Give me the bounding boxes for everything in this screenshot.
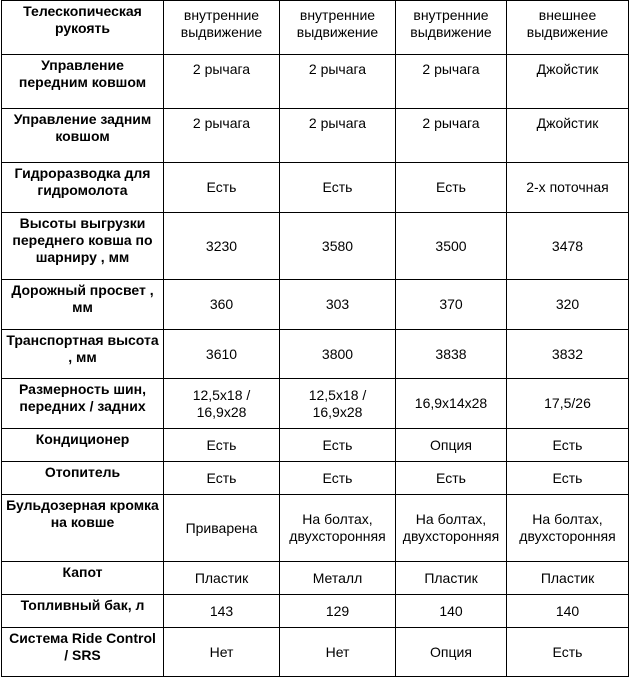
- cell: На болтах, двухсторонняя: [507, 495, 629, 562]
- cell: 129: [280, 595, 396, 628]
- cell: Опция: [396, 628, 507, 677]
- cell: 3800: [280, 330, 396, 379]
- cell: Джойстик: [507, 109, 629, 163]
- table-row: [2, 495, 629, 562]
- cell: Пластик: [507, 562, 629, 595]
- cell: Есть: [396, 163, 507, 213]
- cell: внутренние выдвижение: [280, 1, 396, 55]
- table-row: [2, 55, 629, 109]
- cell: Опция: [396, 429, 507, 462]
- row-label: Отопитель: [2, 462, 164, 495]
- cell: 2 рычага: [280, 55, 396, 109]
- cell: На болтах, двухсторонняя: [280, 495, 396, 562]
- row-label: Телескопическая рукоять: [2, 1, 164, 55]
- row-label: Бульдозерная кромка на ковше: [2, 495, 164, 562]
- cell: 2 рычага: [396, 109, 507, 163]
- cell: 3230: [164, 213, 280, 280]
- row-label: Система Ride Control / SRS: [2, 628, 164, 677]
- table-row: [2, 429, 629, 462]
- table-row: [2, 462, 629, 495]
- cell: 303: [280, 280, 396, 330]
- cell: 2 рычага: [396, 55, 507, 109]
- cell: 2 рычага: [280, 109, 396, 163]
- table-row: [2, 109, 629, 163]
- row-label: Гидроразводка для гидромолота: [2, 163, 164, 213]
- cell: 143: [164, 595, 280, 628]
- table-row: [2, 163, 629, 213]
- row-label: Дорожный просвет , мм: [2, 280, 164, 330]
- cell: Есть: [164, 163, 280, 213]
- cell: 3832: [507, 330, 629, 379]
- row-label: Транспортная высота , мм: [2, 330, 164, 379]
- cell: 3500: [396, 213, 507, 280]
- cell: 17,5/26: [507, 379, 629, 429]
- cell: внешнее выдвижение: [507, 1, 629, 55]
- cell: Есть: [164, 462, 280, 495]
- cell: 12,5x18 / 16,9x28: [280, 379, 396, 429]
- cell: Пластик: [164, 562, 280, 595]
- row-label: Капот: [2, 562, 164, 595]
- row-label: Управление передним ковшом: [2, 55, 164, 109]
- cell: Джойстик: [507, 55, 629, 109]
- cell: 360: [164, 280, 280, 330]
- cell: Металл: [280, 562, 396, 595]
- cell: Приварена: [164, 495, 280, 562]
- cell: 3838: [396, 330, 507, 379]
- cell: внутренние выдвижение: [396, 1, 507, 55]
- cell: 2-х поточная: [507, 163, 629, 213]
- cell: Есть: [507, 628, 629, 677]
- cell: Нет: [164, 628, 280, 677]
- cell: 3478: [507, 213, 629, 280]
- table-row: [2, 330, 629, 379]
- table-row: [2, 379, 629, 429]
- cell: Пластик: [396, 562, 507, 595]
- table-row: [2, 595, 629, 628]
- row-label: Кондиционер: [2, 429, 164, 462]
- table-row: [2, 280, 629, 330]
- cell: 3610: [164, 330, 280, 379]
- spec-table: [1, 0, 629, 677]
- cell: 2 рычага: [164, 109, 280, 163]
- cell: 16,9x14x28: [396, 379, 507, 429]
- row-label: Топливный бак, л: [2, 595, 164, 628]
- cell: Есть: [507, 462, 629, 495]
- cell: Есть: [280, 429, 396, 462]
- table-row: [2, 1, 629, 55]
- cell: 2 рычага: [164, 55, 280, 109]
- cell: внутренние выдвижение: [164, 1, 280, 55]
- row-label: Управление задним ковшом: [2, 109, 164, 163]
- cell: Нет: [280, 628, 396, 677]
- cell: 12,5x18 / 16,9x28: [164, 379, 280, 429]
- cell: 370: [396, 280, 507, 330]
- cell: 3580: [280, 213, 396, 280]
- table-row: [2, 628, 629, 677]
- cell: 140: [396, 595, 507, 628]
- cell: Есть: [507, 429, 629, 462]
- cell: Есть: [280, 163, 396, 213]
- cell: На болтах, двухсторонняя: [396, 495, 507, 562]
- row-label: Высоты выгрузки переднего ковша по шарниру , мм: [2, 213, 164, 280]
- cell: Есть: [164, 429, 280, 462]
- row-label: Размерность шин, передних / задних: [2, 379, 164, 429]
- cell: 140: [507, 595, 629, 628]
- cell: Есть: [280, 462, 396, 495]
- cell: 320: [507, 280, 629, 330]
- cell: Есть: [396, 462, 507, 495]
- table-row: [2, 562, 629, 595]
- table-row: [2, 213, 629, 280]
